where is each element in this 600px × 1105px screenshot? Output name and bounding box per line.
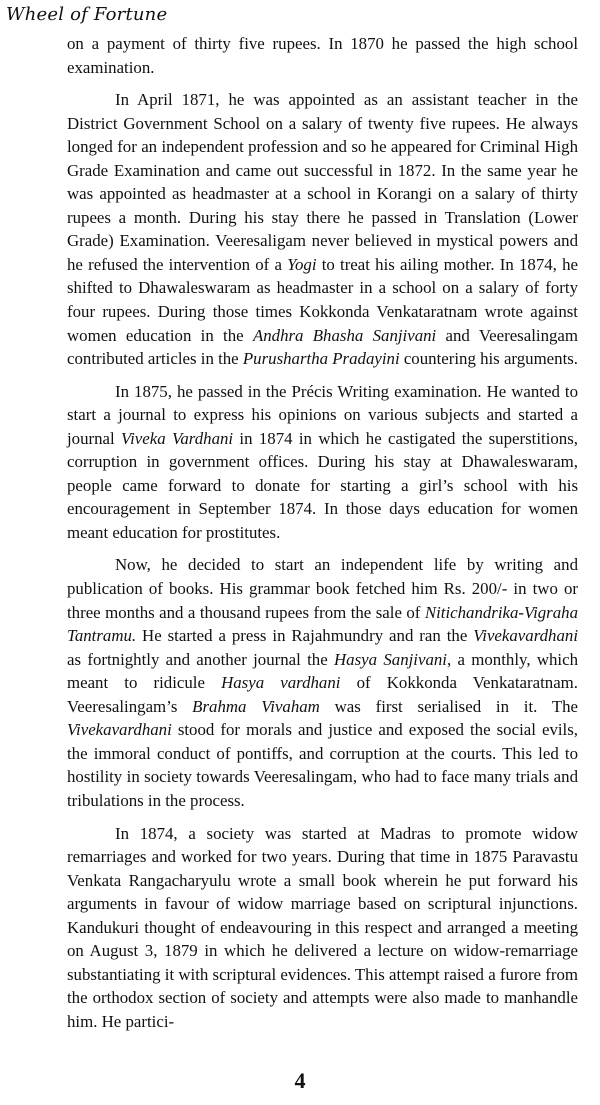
italic-term: Nitichandrika-Vigraha Tantramu.	[67, 602, 578, 646]
paragraph	[67, 822, 578, 1034]
text-segment: in 1874 in which he castigated the superstitions, corruption in government offices. During his stay at Dhawaleswaram, people came forward to donate for starting a girl’s school with his encouragement in September 1874. In those days education for women meant education for prostitutes.	[67, 428, 578, 542]
text-segment: was first serialised in it. The	[319, 696, 579, 716]
paragraph	[67, 380, 578, 545]
italic-term: Brahma Vivaham	[192, 696, 320, 716]
text-segment: on a payment of thirty five rupees. In 1870 he passed the high school examination.	[67, 34, 578, 77]
italic-term: Purushartha Pradayini	[242, 349, 400, 369]
body-text	[67, 32, 578, 1033]
text-segment: of Kokkonda Venkataratnam. Veeresalingam’s	[67, 673, 578, 716]
text-segment: He started a press in Rajahmundry and ran the	[136, 626, 474, 646]
paragraph	[67, 32, 578, 79]
text-segment: Now, he decided to start an independent life by writing and publication of books. His grammar book fetched him Rs. 200/- in two or three months and a thousand rupees from the sale of	[67, 555, 578, 622]
italic-term: Yogi	[287, 254, 317, 274]
paragraph	[67, 553, 578, 812]
text-segment: In 1874, a society was started at Madras to promote widow remarriages and worked for two years. During that time in 1875 Paravastu Venkata Rangacharyulu wrote a small book wherein he put forward his arguments in favour of widow marriage based on scriptural injunctions. Kandukuri thought of endeavouring in this respect and arranged a meeting on August 3, 1879 in which he delivered a lecture on widow-remarriage substantiating it with scriptural evidences. This attempt raised a furore from the orthodox section of society and attempts were also made to manhandle him. He partici-	[67, 823, 578, 1031]
text-segment: stood for morals and justice and exposed the social evils, the immoral conduct of pontiffs, and corruption at the courts. This led to hostility in society towards Veeresalingam, who had to face many trials and tribulations in the process.	[67, 720, 578, 810]
text-segment: as fortnightly and another journal the	[67, 649, 335, 669]
italic-term: Andhra Bhasha Sanjivani	[252, 325, 437, 345]
text-segment: In April 1871, he was appointed as an assistant teacher in the District Government School on a salary of twenty five rupees. He always longed for an independent profession and so he appeared for Criminal High Grade Examination and came out successful in 1872. In the same year he was appointed as headmaster at a school in Korangi on a salary of thirty rupees a month. During his stay there he passed in Translation (Lower Grade) Examination. Veeresaligam never believed in mystical powers and he refused the intervention of a	[67, 90, 578, 274]
text-segment: In 1875, he passed in the Précis Writing examination. He wanted to start a journal to express his opinions on various subjects and started a journal	[67, 381, 578, 448]
text-segment: countering his arguments.	[399, 349, 579, 369]
italic-term: Viveka Vardhani	[121, 428, 234, 448]
paragraph	[67, 88, 578, 371]
italic-term: Hasya Sanjivani	[334, 649, 447, 669]
page-number: 4	[294, 1068, 306, 1093]
italic-term: Vivekavardhani	[473, 626, 578, 646]
text-segment: to treat his ailing mother. In 1874, he shifted to Dhawaleswaram as headmaster in a school on a salary of forty four rupees. During those times Kokkonda Venkataratnam wrote against women education in the	[67, 254, 578, 345]
italic-term: Vivekavardhani	[67, 720, 172, 740]
italic-term: Hasya vardhani	[221, 673, 341, 693]
text-segment: and Veeresalingam contributed articles in the	[67, 325, 578, 369]
text-segment: , a monthly, which meant to ridicule	[67, 649, 579, 693]
running-head: Wheel of Fortune	[6, 4, 168, 25]
